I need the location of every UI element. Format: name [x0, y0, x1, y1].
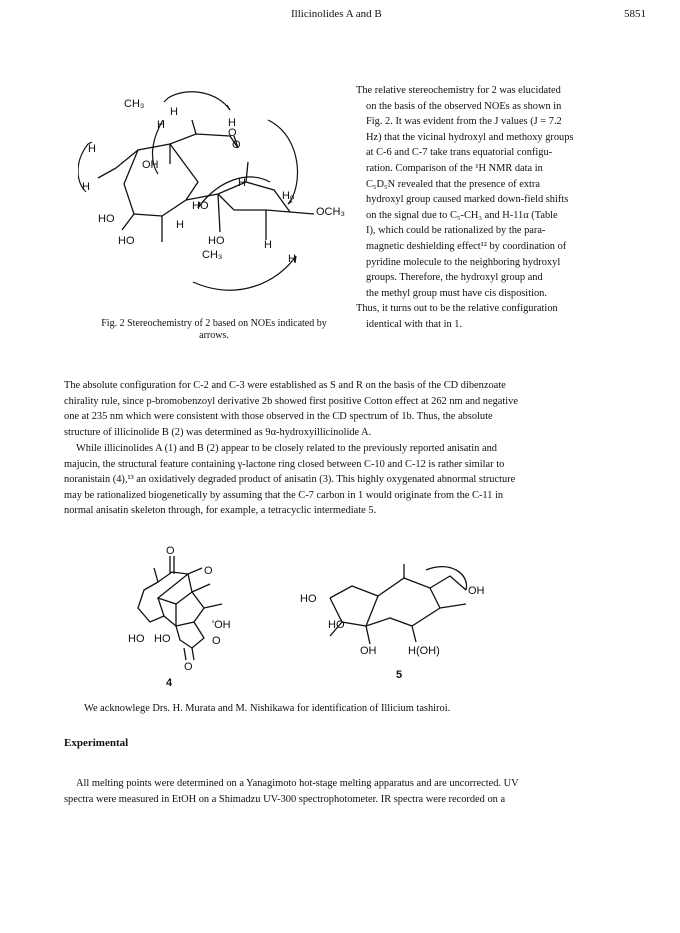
fig2-label-o-carbonyl: O	[232, 139, 241, 151]
fig2-label-h: H	[288, 253, 296, 265]
struct5-number: 5	[396, 669, 403, 681]
text-line: Hz) that the vicinal hydroxyl and methoxy groups	[366, 131, 574, 143]
text-line: identical with that in 1.	[366, 318, 463, 330]
text-line: Fig. 2. It was evident from the J values (J = 7.2	[366, 116, 562, 128]
fig2-label-h: H	[176, 219, 184, 231]
figure-2-stereochemistry	[78, 82, 358, 304]
fig2-label-h-left: H	[88, 143, 96, 155]
text-line: groups. Therefore, the hydroxyl group and	[366, 272, 543, 284]
running-header: Illicinolides A and B	[291, 8, 382, 20]
struct5-label-oh: OH	[360, 645, 377, 657]
struct4-number: 4	[166, 677, 173, 689]
section-title: Experimental	[64, 737, 129, 749]
struct4-label-o: O	[166, 545, 175, 557]
struct5-label-ho: HO	[300, 593, 317, 605]
struct5-label-ho: HO	[328, 619, 345, 631]
structure-4	[118, 542, 258, 692]
text-line: chirality rule, since p-bromobenzoyl derivative 2b showed first positive Cotton effect at 262 nm and negative	[64, 395, 518, 407]
text-line: magnetic deshielding effect¹² by coordination of	[366, 240, 567, 252]
text-line: at C-6 and C-7 take trans equatorial configu-	[366, 147, 553, 159]
fig2-label-h: H	[157, 119, 165, 131]
text-line: All melting points were determined on a Yanagimoto hot-stage melting apparatus and are uncorrected. UV	[76, 778, 519, 789]
struct4-label-o: O	[204, 565, 213, 577]
fig2-label-h: H	[264, 239, 272, 251]
fig2-label-h: H	[82, 181, 90, 193]
text-line: normal anisatin skeleton through, for example, a tetracyclic intermediate 5.	[64, 505, 377, 517]
struct4-label-oh: 'OH	[212, 619, 231, 631]
text-line: structure of illicinolide B (2) was determined as 9α-hydroxyillicinolide A.	[64, 426, 372, 438]
paragraph-biogenesis	[64, 441, 634, 519]
text-line: The absolute configuration for C-2 and C-3 were established as S and R on the basis of the CD dibenzoate	[64, 380, 506, 391]
fig2-label-och3: OCH₃	[316, 206, 345, 218]
text-line: noranistain (4),¹³ an oxidatively degraded product of anisatin (3). This highly oxygenated abnormal structure	[64, 474, 516, 486]
text-line: spectra were measured in EtOH on a Shimadzu UV-300 spectrophotometer. IR spectra were recorded on a	[64, 793, 506, 805]
fig2-label-ho: HO	[118, 235, 135, 247]
struct4-label-ho: HO	[154, 633, 171, 645]
fig2-label-ho: HO	[208, 235, 225, 247]
fig2-label-h: H	[228, 117, 236, 129]
paragraph-absolute-configuration	[64, 378, 634, 440]
text-line: The relative stereochemistry for 2 was elucidated	[356, 85, 561, 96]
struct5-label-h-oh: H(OH)	[408, 645, 440, 657]
text-line: While illicinolides A (1) and B (2) appear to be closely related to the previously reported anisatin and	[76, 443, 497, 454]
acknowledgement: We acknowlege Drs. H. Murata and M. Nishikawa for identification of Illicium tashiroi.	[84, 703, 451, 714]
text-line: on the signal due to C₅-CH₃ and H-11α (Table	[366, 209, 558, 221]
fig2-label-ho: HO	[192, 200, 209, 212]
fig2-label-ho: HO	[98, 213, 115, 225]
fig2-label-h: H	[170, 106, 178, 118]
struct4-label-o: O	[212, 635, 221, 647]
text-line: ration. Comparison of the ¹H NMR data in	[366, 162, 543, 174]
text-line: on the basis of the observed NOEs as shown in	[366, 100, 562, 112]
fig2-label-h-right: Hₒ	[282, 190, 295, 202]
fig2-label-o-ring: O	[228, 127, 237, 139]
right-column-text	[356, 83, 654, 333]
figure-2-caption: Fig. 2 Stereochemistry of 2 based on NOEs indicated by arrows.	[101, 318, 327, 341]
experimental-text	[64, 776, 634, 807]
text-line: majucin, the structural feature containing γ-lactone ring closed between C-10 and C-12 is rather similar to	[64, 458, 505, 470]
structure-5	[290, 556, 510, 686]
text-line: pyridine molecule to the neighboring hydroxyl	[366, 256, 561, 268]
struct4-label-ho: HO	[128, 633, 145, 645]
text-line: one at 235 nm which were consistent with those observed in the CD spectrum of 1b. Thus, the absolute	[64, 411, 493, 423]
struct4-label-o: O	[184, 661, 193, 673]
struct5-label-oh: OH	[468, 585, 485, 597]
text-line: the methyl group must have cis disposition.	[366, 287, 547, 299]
text-line: hydroxyl group caused marked down-field shifts	[366, 194, 569, 206]
fig2-label-oh: OH	[142, 159, 159, 171]
text-line: I), which could be rationalized by the para-	[366, 225, 546, 237]
text-line: may be rationalized biogenetically by assuming that the C-7 carbon in 1 would originate from the C-11 in	[64, 489, 504, 501]
fig2-label-ch3-bottom: CH₃	[202, 249, 223, 261]
fig2-label-h: H	[238, 177, 246, 189]
fig2-label-ch3-top: CH₃	[124, 98, 145, 110]
page-number: 5851	[624, 8, 646, 20]
text-line: C₅D₅N revealed that the presence of extra	[366, 178, 540, 190]
text-line: Thus, it turns out to be the relative configuration	[356, 303, 558, 315]
